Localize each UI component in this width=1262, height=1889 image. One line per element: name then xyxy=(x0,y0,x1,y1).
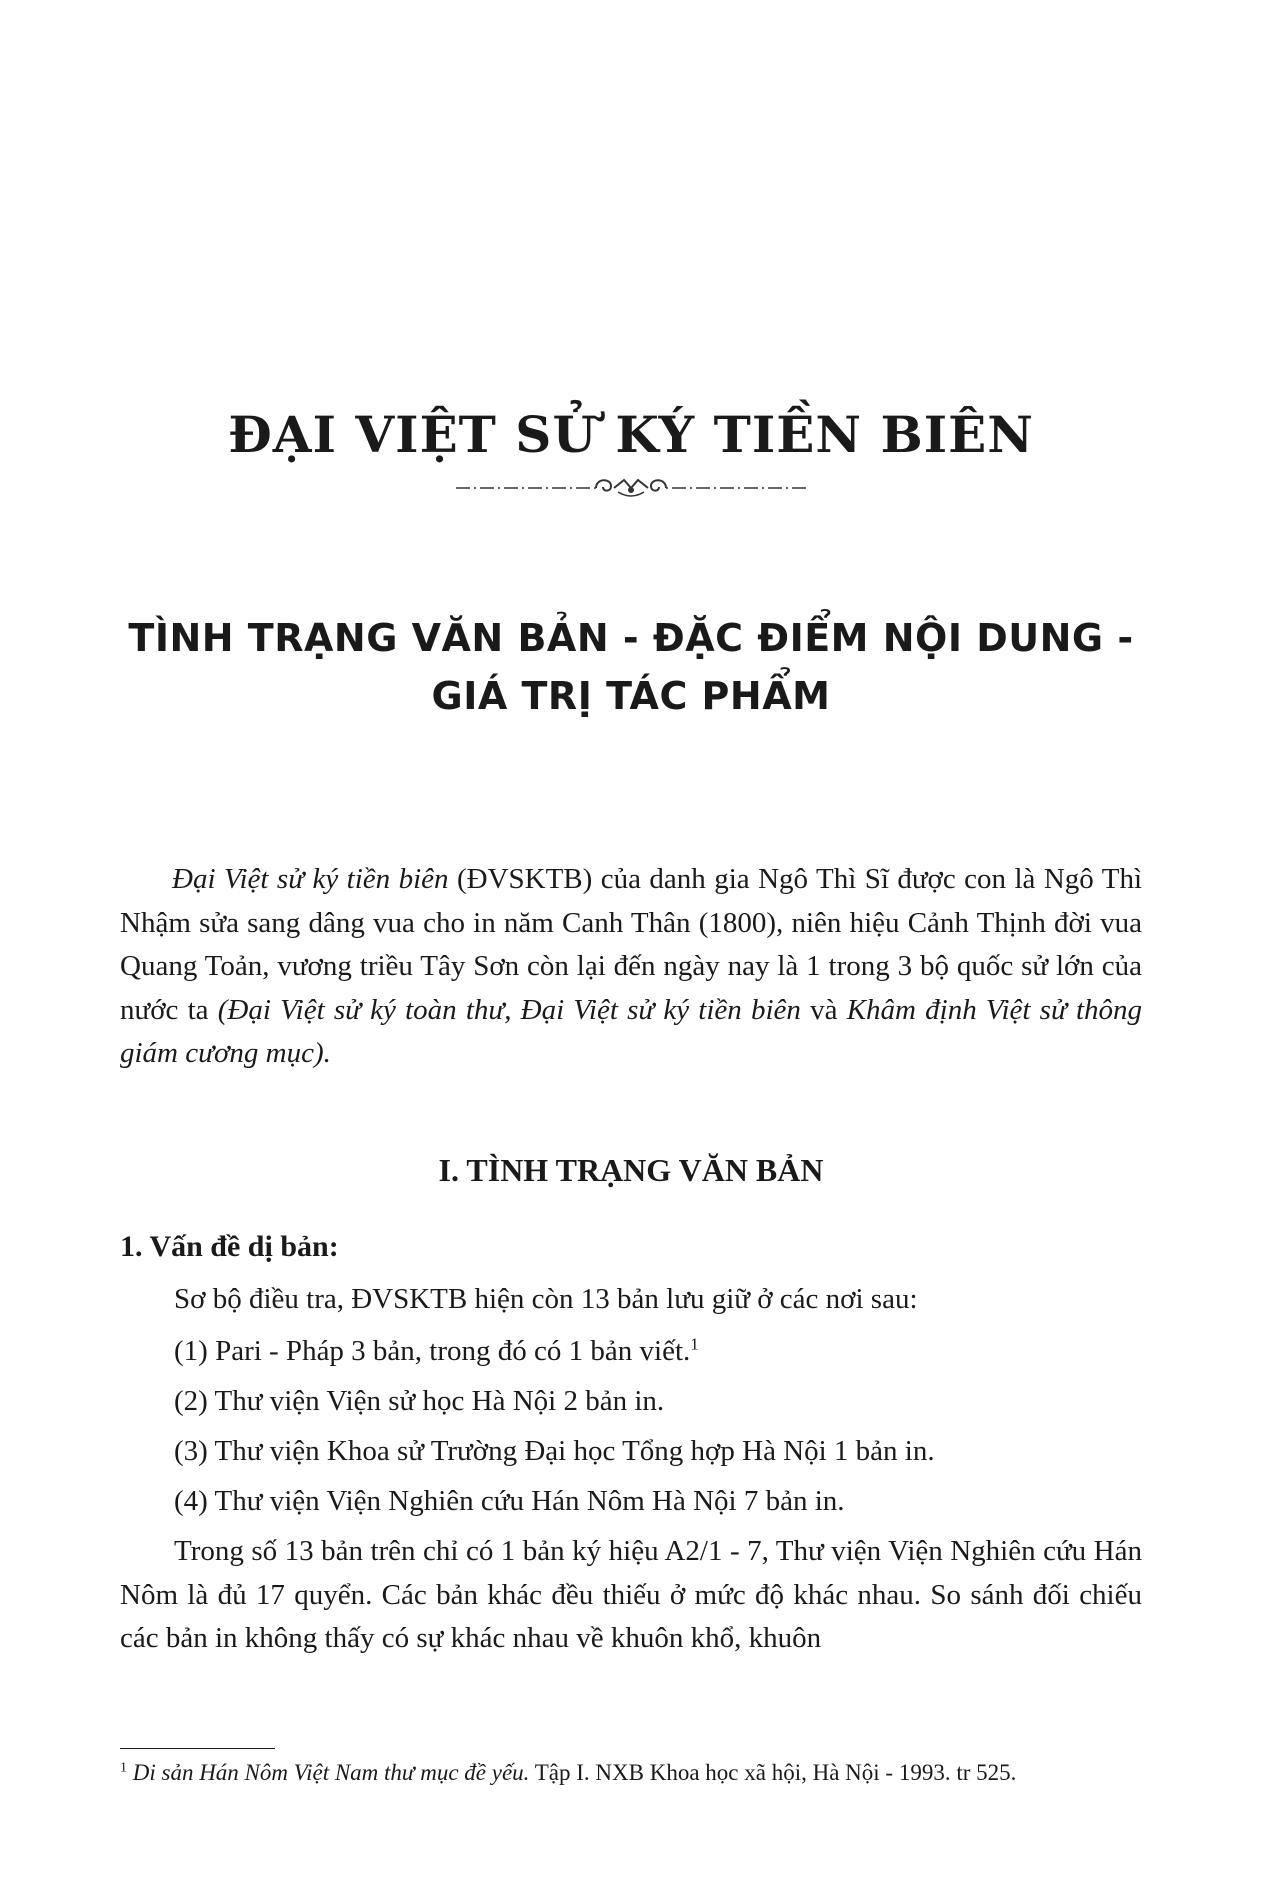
location-item-4: (4) Thư viện Viện Nghiên cứu Hán Nôm Hà Nội 7 bản in. xyxy=(174,1485,845,1517)
footnote-divider xyxy=(120,1748,275,1749)
location-item-2: (2) Thư viện Viện sử học Hà Nội 2 bản in. xyxy=(174,1385,665,1417)
footnote xyxy=(120,1760,1016,1786)
subtitle-line-1: TÌNH TRẠNG VĂN BẢN - ĐẶC ĐIỂM NỘI DUNG - xyxy=(128,616,1134,660)
survey-line: Sơ bộ điều tra, ĐVSKTB hiện còn 13 bản lưu giữ ở các nơi sau: xyxy=(174,1283,918,1315)
section-heading: I. TÌNH TRẠNG VĂN BẢN xyxy=(438,1152,824,1188)
location-text-1: (1) Pari - Pháp 3 bản, trong đó có 1 bản viết. xyxy=(174,1335,691,1367)
subtitle-line-2: GIÁ TRỊ TÁC PHẨM xyxy=(431,674,831,718)
footnote-marker[interactable]: 1 xyxy=(690,1334,699,1354)
location-item-1 xyxy=(174,1330,699,1374)
intro-and-word: và xyxy=(800,993,847,1026)
footnote-title: Di sản Hán Nôm Việt Nam thư mục đề yếu. xyxy=(132,1760,530,1785)
intro-paren-part-1: (Đại Việt sử ký toàn thư, Đại Việt sử ký tiền biên xyxy=(217,993,801,1026)
location-item-3: (3) Thư viện Khoa sử Trường Đại học Tổng hợp Hà Nội 1 bản in. xyxy=(174,1435,935,1467)
footnote-number: 1 xyxy=(120,1760,127,1776)
ornament-divider-icon xyxy=(446,468,816,508)
intro-paren-part-2: Khâm định Việt sử thông giám cương mục). xyxy=(120,993,1143,1069)
final-paragraph: Trong số 13 bản trên chỉ có 1 bản ký hiệu A2/1 - 7, Thư viện Viện Nghiên cứu Hán Nôm là đủ 17 quyển. Các bản khác đều thiếu ở mức độ khác nhau. So sánh đối chiếu các bản in không thấy có sự khác nhau về khuôn khổ, khuôn xyxy=(120,1535,1142,1654)
footnote-rest: Tập I. NXB Khoa học xã hội, Hà Nội - 1993. tr 525. xyxy=(529,1760,1017,1785)
subheading: 1. Vấn đề dị bản: xyxy=(120,1230,339,1263)
intro-book-title: Đại Việt sử ký tiền biên xyxy=(172,863,449,895)
book-title: ĐẠI VIỆT SỬ KÝ TIỀN BIÊN xyxy=(228,405,1034,464)
intro-paragraph xyxy=(120,858,1142,1076)
intro-text: (ĐVSKTB) của danh gia Ngô Thì Sĩ được con là Ngô Thì Nhậm sửa sang dâng vua cho in năm Canh Thân (1800), niên hiệu Cảnh Thịnh đời vua Quang Toản, vương triều Tây Sơn còn lại đến ngày nay là 1 trong 3 bộ quốc sử lớn của nước ta xyxy=(120,863,1142,1026)
